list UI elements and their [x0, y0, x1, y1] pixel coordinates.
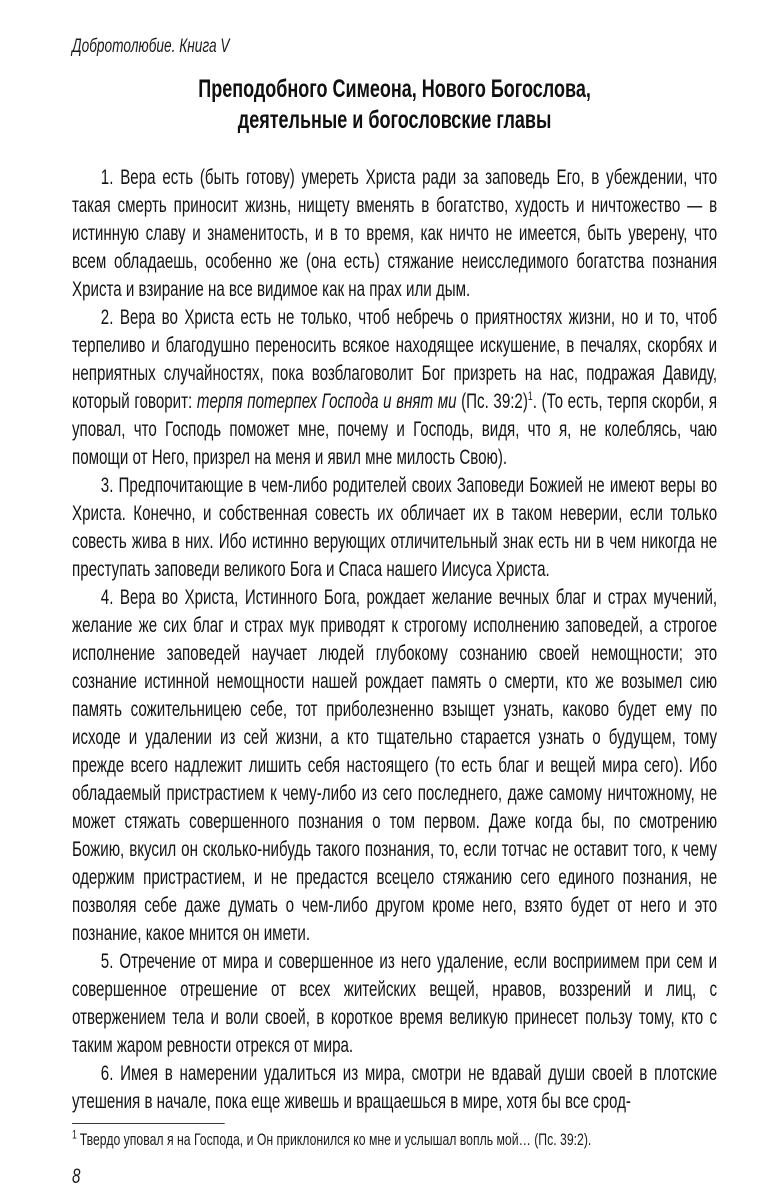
footnote-text: Твердо уповал я на Господа, и Он приклонился ко мне и услышал вопль мой… (Пс. 39:2). — [79, 1130, 592, 1149]
text-column — [72, 0, 717, 1189]
title-line-2: деятельные и богословские главы — [237, 106, 552, 134]
paragraph — [72, 584, 717, 948]
text-run: 6. Имея в намерении удалиться из мира, смотри не вдавай души своей в плотские утешения в начале, пока еще живешь и вращаешься в мире, хотя бы все срод- — [72, 1062, 718, 1113]
scripture-quote: терпя потерпех Господа и внят ми — [196, 390, 457, 413]
text-run: 2. Вера во Христа есть не только, чтоб небречь о приятностях жизни, но и то, чтоб терпеливо и благодушно переносить всякое находящее искушение, в печалях, скорбях и неприятных случайностях, пока возблаговолит Бог призреть на нас, подражая Давиду, который говорит: — [72, 306, 718, 413]
footnote-marker: 1 — [72, 1127, 77, 1142]
text-run: . (То есть, терпя скорби, я уповал, что Господь поможет мне, почему и Господь, видя, что я, не колеблясь, чаю помощи от Него, призрел на меня и явил мне милость Свою). — [72, 390, 718, 469]
paragraph — [72, 1060, 717, 1116]
text-run: (Пс. 39:2) — [456, 390, 528, 413]
paragraph — [72, 304, 717, 472]
paragraph — [72, 948, 717, 1060]
page-title — [72, 74, 717, 136]
footnote — [72, 1129, 717, 1150]
footnote-rule — [72, 1123, 225, 1124]
body-text — [72, 164, 717, 1116]
footnote-reference: 1 — [527, 389, 533, 403]
text-run: 3. Предпочитающие в чем-либо родителей своих Заповеди Божией не имеют веры во Христа. Конечно, и собственная совесть их обличает их в таком неверии, если только совесть жива в них. Ибо истинно верующих отличительный знак есть ни в чем никогда не преступать заповеди великого Бога и Спаса нашего Иисуса Христа. — [72, 474, 718, 581]
text-run: 1. Вера есть (быть готову) умереть Христа ради за заповедь Его, в убеждении, что такая смерть приносит жизнь, нищету вменять в богатство, худость и ничтожество — в истинную славу и знаменитость, и в то время, как ничто не имеется, быть уверену, что всем обладаешь, особенно же (она есть) стяжание неисследимого богатства познания Христа и взирание на все видимое как на прах или дым. — [72, 166, 718, 301]
page-number: 8 — [72, 1165, 81, 1188]
running-header: Добротолюбие. Книга V — [72, 36, 230, 57]
paragraph — [72, 164, 717, 304]
text-run: 5. Отречение от мира и совершенное из него удаление, если восприимем при сем и совершенное отрешение от всех житейских вещей, нравов, воззрений и лиц, с отвержением тела и воли своей, в короткое время великую принесет пользу тому, кто с таким жаром ревности отрекся от мира. — [72, 950, 718, 1057]
title-line-1: Преподобного Симеона, Нового Богослова, — [198, 75, 591, 103]
text-run: 4. Вера во Христа, Истинного Бога, рождает желание вечных благ и страх мучений, желание же сих благ и страх мук приводят к строгому исполнению заповедей, а строгое исполнение заповедей научает людей глубокому сознанию своей немощности; это сознание истинной немощности нашей рождает память о смерти, кто же возымел сию память сожительницею себе, тот приболезненно взыщет узнать, каково будет ему по исходе и удалении из сей жизни, а кто тщательно старается узнать о будущем, тому прежде всего надлежит лишить себя настоящего (то есть благ и вещей мира сего). Ибо обладаемый пристрастием к чему-либо из сего последнего, даже самому ничтожному, не может стяжать совершенного познания о том первом. Даже когда бы, по смотрению Божию, вкусил он сколько-нибудь такого познания, то, если тотчас не оставит того, к чему одержим пристрастием, и не предастся всецело стяжанию сего единого познания, не позволяя себе даже думать о чем-либо другом кроме него, взято будет от него и это познание, какое мнится он имети. — [72, 586, 718, 945]
paragraph — [72, 472, 717, 584]
